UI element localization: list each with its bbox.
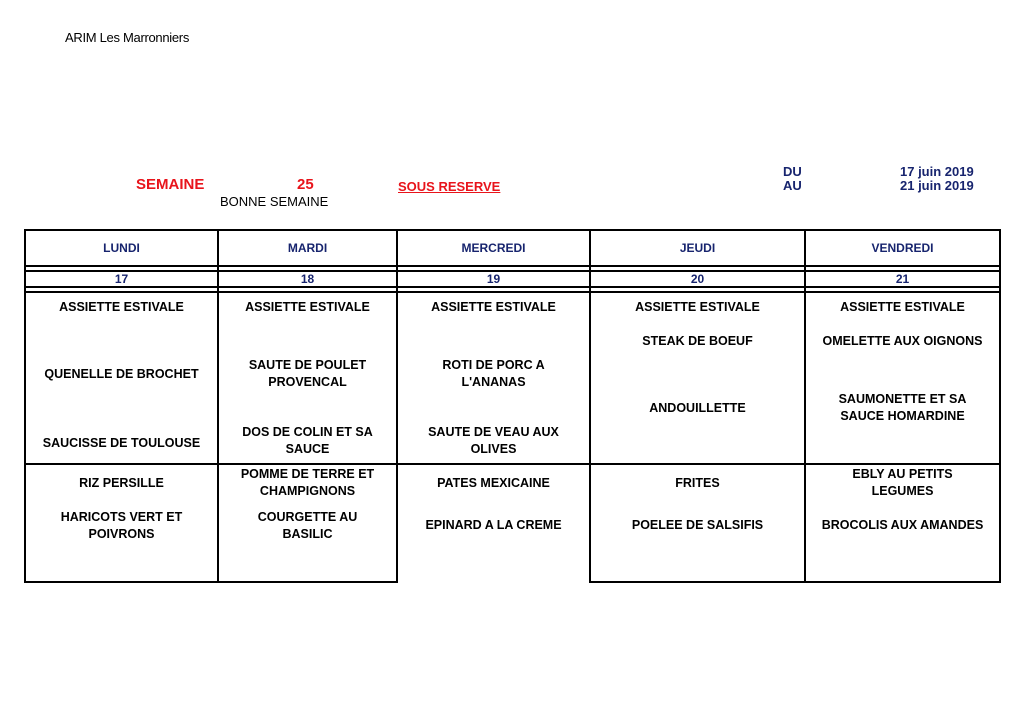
day-number-friday: 21 xyxy=(805,271,1000,287)
dish: SAUTE DE VEAU AUX OLIVES xyxy=(428,425,559,456)
date-from-label: DU xyxy=(783,164,802,179)
dish: STEAK DE BOEUF xyxy=(642,334,753,348)
dish: OMELETTE AUX OIGNONS xyxy=(822,334,983,348)
dish: ANDOUILLETTE xyxy=(649,401,746,415)
dish: COURGETTE AU BASILIC xyxy=(257,510,358,541)
dish: SAUCISSE DE TOULOUSE xyxy=(42,436,201,450)
dish: QUENELLE DE BROCHET xyxy=(44,367,199,381)
side-dishes-row xyxy=(25,464,1000,582)
dish: HARICOTS VERT ET POIVRONS xyxy=(60,510,183,541)
day-number-monday: 17 xyxy=(25,271,218,287)
day-number-thursday: 20 xyxy=(590,271,805,287)
day-number-row xyxy=(25,271,1000,287)
dish: RIZ PERSILLE xyxy=(79,476,164,490)
day-name-monday: LUNDI xyxy=(25,230,218,266)
side-dishes-friday xyxy=(805,464,1000,582)
dish: FRITES xyxy=(675,476,720,490)
dish: ASSIETTE ESTIVALE xyxy=(59,300,184,314)
date-from-value: 17 juin 2019 xyxy=(900,164,974,179)
weekly-menu-table xyxy=(24,229,1001,583)
side-dishes-thursday xyxy=(590,464,805,582)
main-dishes-thursday xyxy=(590,292,805,464)
day-number-wednesday: 19 xyxy=(397,271,590,287)
day-name-thursday: JEUDI xyxy=(590,230,805,266)
main-dishes-tuesday xyxy=(218,292,397,464)
dish: EPINARD A LA CREME xyxy=(425,518,562,532)
dish: ASSIETTE ESTIVALE xyxy=(840,300,965,314)
day-name-row xyxy=(25,230,1000,266)
greeting: BONNE SEMAINE xyxy=(220,194,329,209)
day-name-friday: VENDREDI xyxy=(805,230,1000,266)
reserve-notice: SOUS RESERVE xyxy=(398,179,501,194)
dish: BROCOLIS AUX AMANDES xyxy=(821,518,984,532)
week-number: 25 xyxy=(297,176,314,193)
main-dishes-row xyxy=(25,292,1000,464)
date-to-value: 21 juin 2019 xyxy=(900,178,974,193)
week-label: SEMAINE xyxy=(136,176,205,193)
side-dishes-monday xyxy=(25,464,218,582)
dish: SAUMONETTE ET SA SAUCE HOMARDINE xyxy=(838,392,967,423)
dish: POELEE DE SALSIFIS xyxy=(631,518,764,532)
side-dishes-tuesday xyxy=(218,464,397,582)
main-dishes-monday xyxy=(25,292,218,464)
day-name-wednesday: MERCREDI xyxy=(397,230,590,266)
dish: ASSIETTE ESTIVALE xyxy=(635,300,760,314)
dish: SAUTE DE POULET PROVENCAL xyxy=(248,358,367,389)
day-number-tuesday: 18 xyxy=(218,271,397,287)
date-to-label: AU xyxy=(783,178,802,193)
dish: PATES MEXICAINE xyxy=(437,476,550,490)
dish: DOS DE COLIN ET SA SAUCE xyxy=(242,425,373,456)
dish: POMME DE TERRE ET CHAMPIGNONS xyxy=(240,467,375,498)
dish: ASSIETTE ESTIVALE xyxy=(245,300,370,314)
main-dishes-friday xyxy=(805,292,1000,464)
day-name-tuesday: MARDI xyxy=(218,230,397,266)
dish: ROTI DE PORC A L'ANANAS xyxy=(442,358,545,389)
dish: ASSIETTE ESTIVALE xyxy=(431,300,556,314)
main-dishes-wednesday xyxy=(397,292,590,464)
dish: EBLY AU PETITS LEGUMES xyxy=(852,467,953,498)
organization-name: ARIM Les Marronniers xyxy=(65,30,190,45)
side-dishes-wednesday xyxy=(397,464,590,582)
